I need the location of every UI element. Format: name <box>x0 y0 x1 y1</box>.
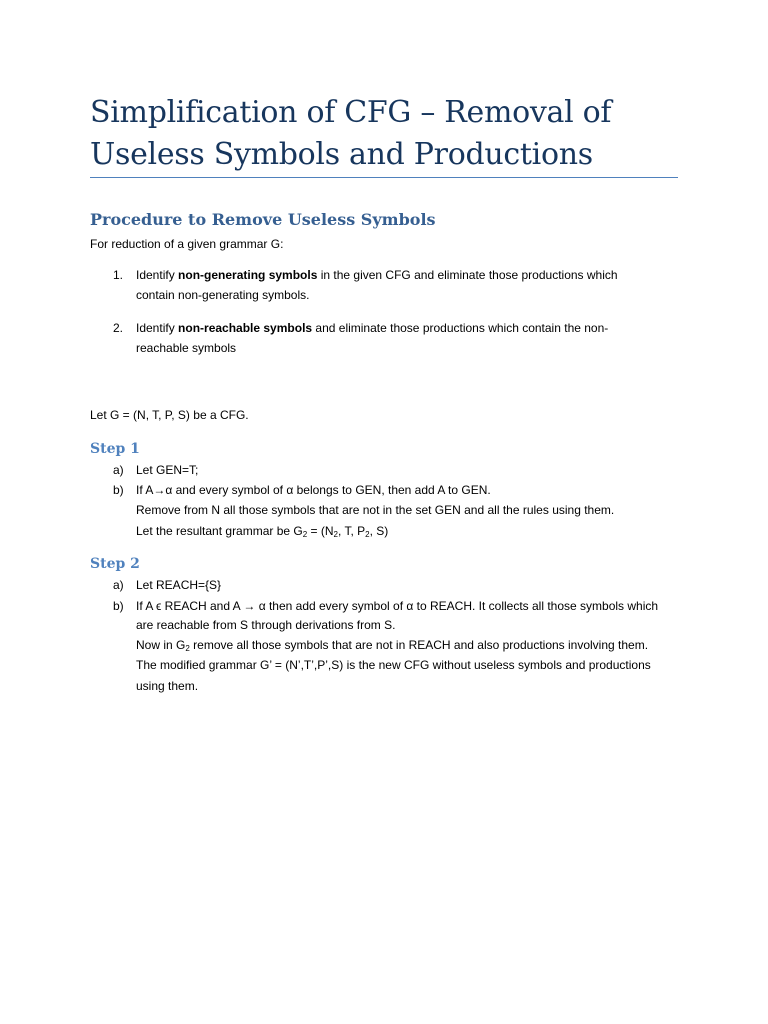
list-item-2-bold: non-reachable symbols <box>178 321 313 335</box>
step-2-b-line-1: If A ϵ REACH and A → α then add every symbol of α to REACH. It collects all those symbols which <box>136 599 659 613</box>
step-1-b-line-1: If A→α and every symbol of α belongs to GEN, then add A to GEN. <box>136 483 491 497</box>
list-item-1-post: in the given CFG and eliminate those productions which <box>317 268 618 282</box>
step-1-b-line-2: Remove from N all those symbols that are not in the set GEN and all the rules using them. <box>136 503 615 517</box>
step-2-b-line-3 <box>136 635 648 655</box>
step-1-b-line-3-pre: Let the resultant grammar be G <box>136 524 303 538</box>
procedure-heading: Procedure to Remove Useless Symbols <box>90 210 436 229</box>
title-line-1: Simplification of CFG – Removal of <box>90 95 612 130</box>
step-1-a-text: Let GEN=T; <box>136 463 199 477</box>
step-2-b-line-3-pre: Now in G <box>136 638 186 652</box>
list-item-2-line-1 <box>136 318 608 338</box>
list-item-2-number: 2. <box>113 321 124 335</box>
step-2-b-marker: b) <box>113 599 124 613</box>
subscript-2: 2 <box>185 644 190 653</box>
step-1-a-marker: a) <box>113 463 124 477</box>
list-item-2-line-2: reachable symbols <box>136 341 237 355</box>
title-underline <box>90 177 678 178</box>
list-item-1-number: 1. <box>113 268 124 282</box>
title-line-2: Useless Symbols and Productions <box>90 137 593 172</box>
page-title <box>90 92 690 176</box>
step-1-b-line-3 <box>136 521 388 541</box>
step-1-b-line-3-mid-2: , T, P <box>338 524 366 538</box>
step-2-a-marker: a) <box>113 578 124 592</box>
list-item-1-pre: Identify <box>136 268 179 282</box>
list-item-2-pre: Identify <box>136 321 179 335</box>
subscript-2: 2 <box>302 530 308 539</box>
step-2-b-line-5: using them. <box>136 679 199 693</box>
step-2-heading: Step 2 <box>90 556 140 572</box>
list-item-2-post: and eliminate those productions which contain the non- <box>312 321 609 335</box>
step-2-b-line-2: are reachable from S through derivations from S. <box>136 618 396 632</box>
step-1-b-line-3-end: , S) <box>369 524 389 538</box>
step-1-heading: Step 1 <box>90 441 140 457</box>
list-item-1-line-2: contain non-generating symbols. <box>136 288 310 302</box>
list-item-1-line-1 <box>136 265 618 285</box>
subscript-2: 2 <box>333 530 338 539</box>
procedure-intro: For reduction of a given grammar G: <box>90 237 284 251</box>
step-2-b-line-3-post: remove all those symbols that are not in REACH and also productions involving them. <box>189 638 649 652</box>
step-1-b-marker: b) <box>113 483 124 497</box>
step-2-a-text: Let REACH={S} <box>136 578 222 592</box>
grammar-definition: Let G = (N, T, P, S) be a CFG. <box>90 408 249 422</box>
step-1-b-line-3-mid-1: = (N <box>307 524 334 538</box>
step-2-b-line-4: The modified grammar G’ = (N’,T’,P’,S) is the new CFG without useless symbols and productions <box>136 658 651 672</box>
subscript-2: 2 <box>365 530 370 539</box>
list-item-1-bold: non-generating symbols <box>178 268 318 282</box>
